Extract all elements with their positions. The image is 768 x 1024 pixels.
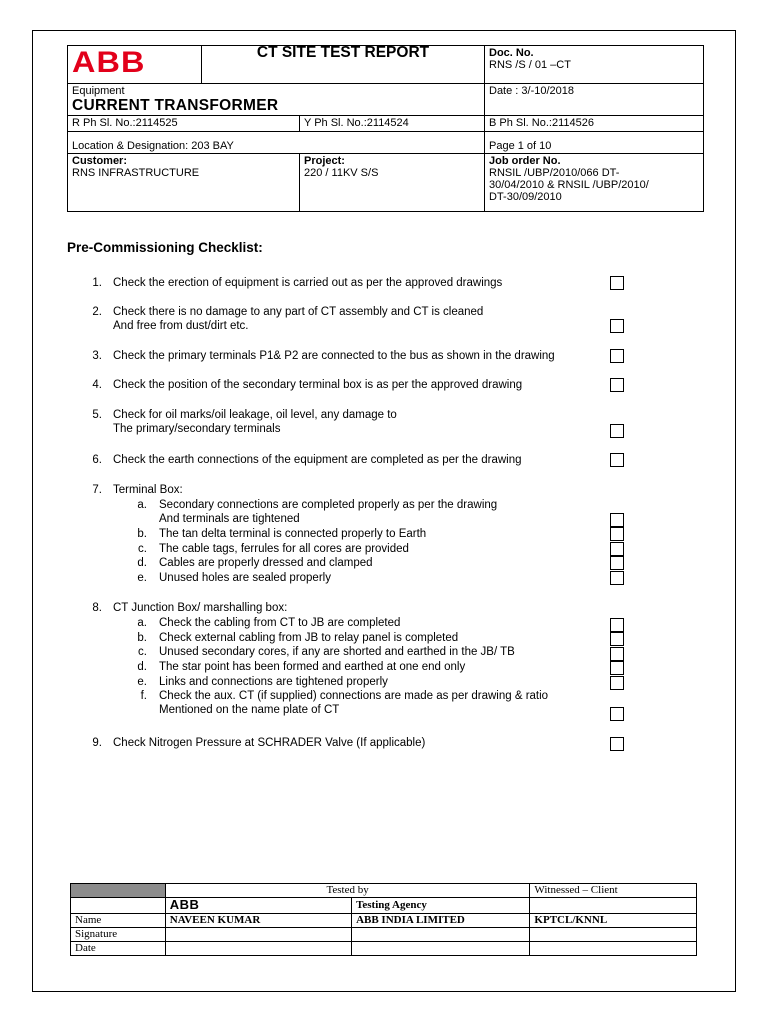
job-order-line: 30/04/2010 & RNSIL /UBP/2010/ [489,179,649,191]
item-number: 2. [92,306,102,318]
sub-letter: a. [137,499,147,511]
checklist-title: Pre-Commissioning Checklist: [67,240,263,255]
customer-label: Customer: [72,155,128,167]
sub-letter: c. [138,646,147,658]
customer-cell [68,154,300,212]
project-cell [300,154,485,212]
doc-no-value: RNS /S / 01 –CT [489,59,571,71]
sub-letter: e. [137,572,147,584]
sub-text: Check the aux. CT (if supplied) connections are made as per drawing & ratio [159,690,549,702]
item-text: Check the earth connections of the equipment are completed as per the drawing [113,454,522,466]
name-label: Name [71,914,166,928]
item-number: 8. [92,602,102,614]
sub-text: Unused secondary cores, if any are shorted and earthed in the JB/ TB [159,646,515,658]
project-value: 220 / 11KV S/S [304,167,379,179]
sub-letter: f. [140,690,147,702]
item-9-checkbox[interactable] [610,737,624,751]
sub-text: Mentioned on the name plate of CT [159,704,340,716]
item-text: Check the erection of equipment is carried out as per the approved drawings [113,277,503,289]
job-order-label: Job order No. [489,155,561,167]
sub-letter: e. [137,676,147,688]
y-ph-serial: Y Ph Sl. No.:2114524 [300,116,485,132]
date-label: Date [71,942,166,956]
item-4-checkbox[interactable] [610,378,624,392]
item-2-checkbox[interactable] [610,319,624,333]
customer-value: RNS INFRASTRUCTURE [72,167,200,179]
doc-no-cell [485,46,704,84]
tester-date-field[interactable] [165,942,351,956]
item-number: 7. [92,484,102,496]
header-table [67,45,704,212]
signature-label: Signature [71,928,166,942]
tester-name: NAVEEN KUMAR [165,914,351,928]
project-label: Project: [304,155,345,167]
item-number: 6. [92,454,102,466]
item-text: The primary/secondary terminals [113,423,281,435]
item-5-checkbox[interactable] [610,424,624,438]
sub-text: Cables are properly dressed and clamped [159,557,373,569]
sub-text: Check external cabling from JB to relay panel is completed [159,632,459,644]
item-text: And free from dust/dirt etc. [113,320,249,332]
item-number: 4. [92,379,102,391]
item-8d-checkbox[interactable] [610,661,624,675]
agency-name: ABB INDIA LIMITED [352,914,530,928]
sub-letter: b. [137,632,147,644]
sub-letter: c. [138,543,147,555]
item-text: CT Junction Box/ marshalling box: [113,602,288,614]
sub-text: The cable tags, ferrules for all cores are provided [159,543,409,555]
item-text: Check the position of the secondary terminal box is as per the approved drawing [113,379,523,391]
sub-letter: d. [137,661,147,673]
equipment-label: Equipment [72,85,125,97]
empty-cell [71,898,166,914]
sub-letter: b. [137,528,147,540]
witnessed-header: Witnessed – Client [530,884,697,898]
item-number: 3. [92,350,102,362]
item-7a-checkbox[interactable] [610,513,624,527]
item-8c-checkbox[interactable] [610,647,624,661]
item-8f-checkbox[interactable] [610,707,624,721]
equipment-cell [68,84,485,116]
item-7c-checkbox[interactable] [610,542,624,556]
date-field: Date : 3/-10/2018 [485,84,704,116]
shaded-cell [71,884,166,898]
job-order-line: RNSIL /UBP/2010/066 DT- [489,167,620,179]
item-3-checkbox[interactable] [610,349,624,363]
abb-small-logo: ABB [169,897,200,912]
item-text: Check Nitrogen Pressure at SCHRADER Valve (If applicable) [113,737,426,749]
sub-letter: a. [137,617,147,629]
job-order-cell [485,154,704,212]
client-name: KPTCL/KNNL [530,914,697,928]
item-7e-checkbox[interactable] [610,571,624,585]
item-6-checkbox[interactable] [610,453,624,467]
sub-text: And terminals are tightened [159,513,300,525]
page-number: Page 1 of 10 [485,132,704,154]
b-ph-serial: B Ph Sl. No.:2114526 [485,116,704,132]
client-signature-field[interactable] [530,928,697,942]
sub-text: Secondary connections are completed properly as per the drawing [159,499,498,511]
item-number: 1. [92,277,102,289]
item-7d-checkbox[interactable] [610,556,624,570]
agency-date-field[interactable] [352,942,530,956]
signoff-table [70,883,697,956]
item-text: Check there is no damage to any part of CT assembly and CT is cleaned [113,306,484,318]
job-order-line: DT-30/09/2010 [489,191,562,203]
item-text: Terminal Box: [113,484,183,496]
sub-letter: d. [137,557,147,569]
item-8b-checkbox[interactable] [610,632,624,646]
client-date-field[interactable] [530,942,697,956]
location-designation: Location & Designation: 203 BAY [68,132,485,154]
logo-cell [68,46,202,84]
r-ph-serial: R Ph Sl. No.:2114525 [68,116,300,132]
abb-logo: ABB [72,46,146,79]
tester-signature-field[interactable] [165,928,351,942]
item-text: Check the primary terminals P1& P2 are connected to the bus as shown in the drawing [113,350,555,362]
agency-signature-field[interactable] [352,928,530,942]
tested-by-header: Tested by [165,884,530,898]
equipment-name: CURRENT TRANSFORMER [72,97,279,114]
empty-cell [530,898,697,914]
item-8e-checkbox[interactable] [610,676,624,690]
item-1-checkbox[interactable] [610,276,624,290]
item-8a-checkbox[interactable] [610,618,624,632]
footer-logo-cell [165,898,351,914]
report-title: CT SITE TEST REPORT [202,46,485,84]
sub-text: The tan delta terminal is connected properly to Earth [159,528,427,540]
item-text: Check for oil marks/oil leakage, oil level, any damage to [113,409,397,421]
doc-no-label: Doc. No. [489,47,534,59]
item-7b-checkbox[interactable] [610,527,624,541]
item-number: 5. [92,409,102,421]
sub-text: Links and connections are tightened properly [159,676,388,688]
sub-text: Check the cabling from CT to JB are completed [159,617,401,629]
testing-agency-header: Testing Agency [352,898,530,914]
sub-text: The star point has been formed and earthed at one end only [159,661,466,673]
sub-text: Unused holes are sealed properly [159,572,331,584]
item-number: 9. [92,737,102,749]
